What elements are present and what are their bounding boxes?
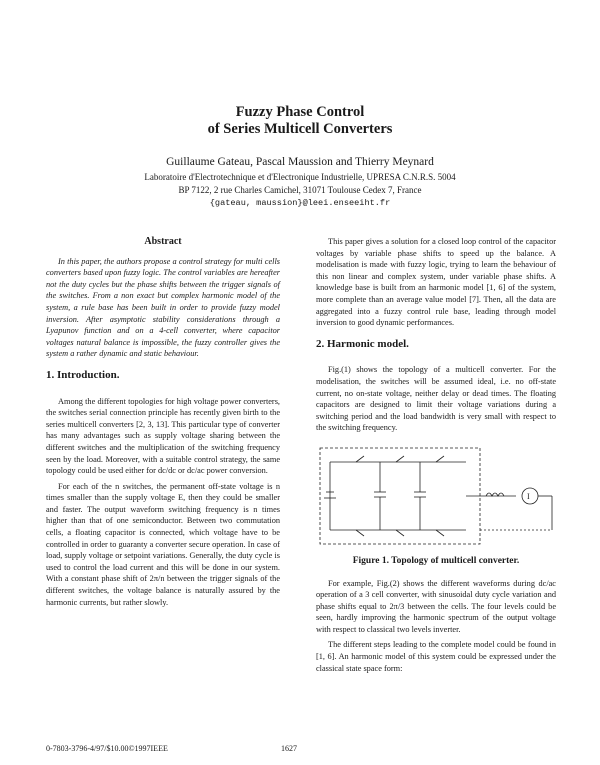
- footer-isbn: 0-7803-3796-4/97/$10.00©1997IEEE: [46, 744, 168, 753]
- figure-1-caption: Figure 1. Topology of multicell converter.: [352, 555, 520, 566]
- authors: Guillaume Gateau, Pascal Maussion and Thierry Meynard: [166, 156, 434, 168]
- left-column: [46, 236, 280, 612]
- affiliation-lab: Laboratoire d'Electrotechnique et d'Electronique Industrielle, UPRESA C.N.R.S. 5004: [144, 172, 456, 182]
- section-1-heading: 1. Introduction.: [46, 368, 120, 381]
- paper-title: [0, 104, 600, 138]
- footer-page-number: 1627: [281, 744, 297, 753]
- affiliation-email: {gateau, maussion}@leei.enseeiht.fr: [209, 198, 391, 208]
- abstract-heading: Abstract: [144, 236, 182, 247]
- right-paragraph-1: This paper gives a solution for a closed loop control of the capacitor voltages by variable phase shifts to speed up the balance. A modelisation is made with fuzzy logic, trying to learn the behaviour of this non linear and complex system, under variable phase shifts. A knowledge base is built from an harmonic model [1, 6] of the system, more complete than an average value model [7]. Then, all the data are aggregated into a fuzzy control rule base, leading through model inversion to good dynamic performances.: [316, 237, 556, 328]
- title-line-1: Fuzzy Phase Control: [235, 104, 365, 120]
- affiliation-address: BP 7122, 2 rue Charles Camichel, 31071 Toulouse Cedex 7, France: [178, 185, 422, 195]
- abstract-text: In this paper, the authors propose a control strategy for multi cells converters based upon fuzzy logic. The control variables are hereafter not the duty cycles but the phase shifts between the trigger signals of the switches. From a non exact but complex harmonic model of the system, a rule base has been built in order to provide fuzzy model inversion. After asymptotic stability considerations through a Lyapunov function and on a 4-cell converter, where capacitor voltages natural balance is impossible, the fuzzy controller gives the system a rather dynamic and static behaviour.: [46, 256, 280, 359]
- section-2-heading: 2. Harmonic model.: [316, 337, 409, 350]
- multicell-converter-schematic: [316, 442, 556, 550]
- right-paragraph-3: For example, Fig.(2) shows the different waveforms during dc/ac operation of a 3 cell converter, with sinusoidal duty cycle variation and phase shifts equal to 2π/3 between the cells. The four levels could be seen, hardly improving the harmonic spectrum of the output voltage with respect to classical two levels inverter.: [316, 578, 556, 634]
- right-paragraph-4: The different steps leading to the complete model could be found in [1, 6]. An harmonic model of this system could be expressed under the classical state space form:: [316, 640, 556, 673]
- intro-paragraph-2: For each of the n switches, the permanent off-state voltage is n times smaller than the supply voltage E, then they could be smaller and faster. The output waveform switching frequency is n times higher than that of one semiconductor. Between two commutation cells, a floating capacitor is connected, which voltage have to be controlled in order to guaranty a converter secure operation. In case of load, supply voltage or setpoint variations. Generally, the duty cycle is used to control the load current and this will be done in our system. With a constant phase shift of 2π/n between the trigger signals of the different switches, the voltage balance is naturally assured by the harmonic currents, but rather slowly.: [46, 481, 280, 607]
- right-paragraph-2: Fig.(1) shows the topology of a multicell converter. For the modelisation, the switches will be assumed ideal, i.e. no off-state current, no on-state voltage, neither delay or dead times. The floating capacitors are designed to limit their voltage variations during a switching period and the load bandwidth is very small with respect to the switching frequency.: [316, 365, 556, 433]
- title-line-2: of Series Multicell Converters: [207, 121, 393, 137]
- figure-1-diagram: [316, 442, 556, 550]
- intro-paragraph-1: Among the different topologies for high voltage power converters, the switches serial connection principle has recently given birth to the series multicell converters [2, 3, 13]. This particular type of converter has many advantages such as supply voltage sharing between the different switches and the multiplication of the switching frequency seen by the load. Moreover, with a suitable control strategy, the same topology could be used either for dc/dc or dc/ac power conversion.: [46, 396, 280, 476]
- affiliation-block: [0, 171, 600, 210]
- right-column: [316, 236, 556, 678]
- svg-text:I: I: [527, 491, 530, 501]
